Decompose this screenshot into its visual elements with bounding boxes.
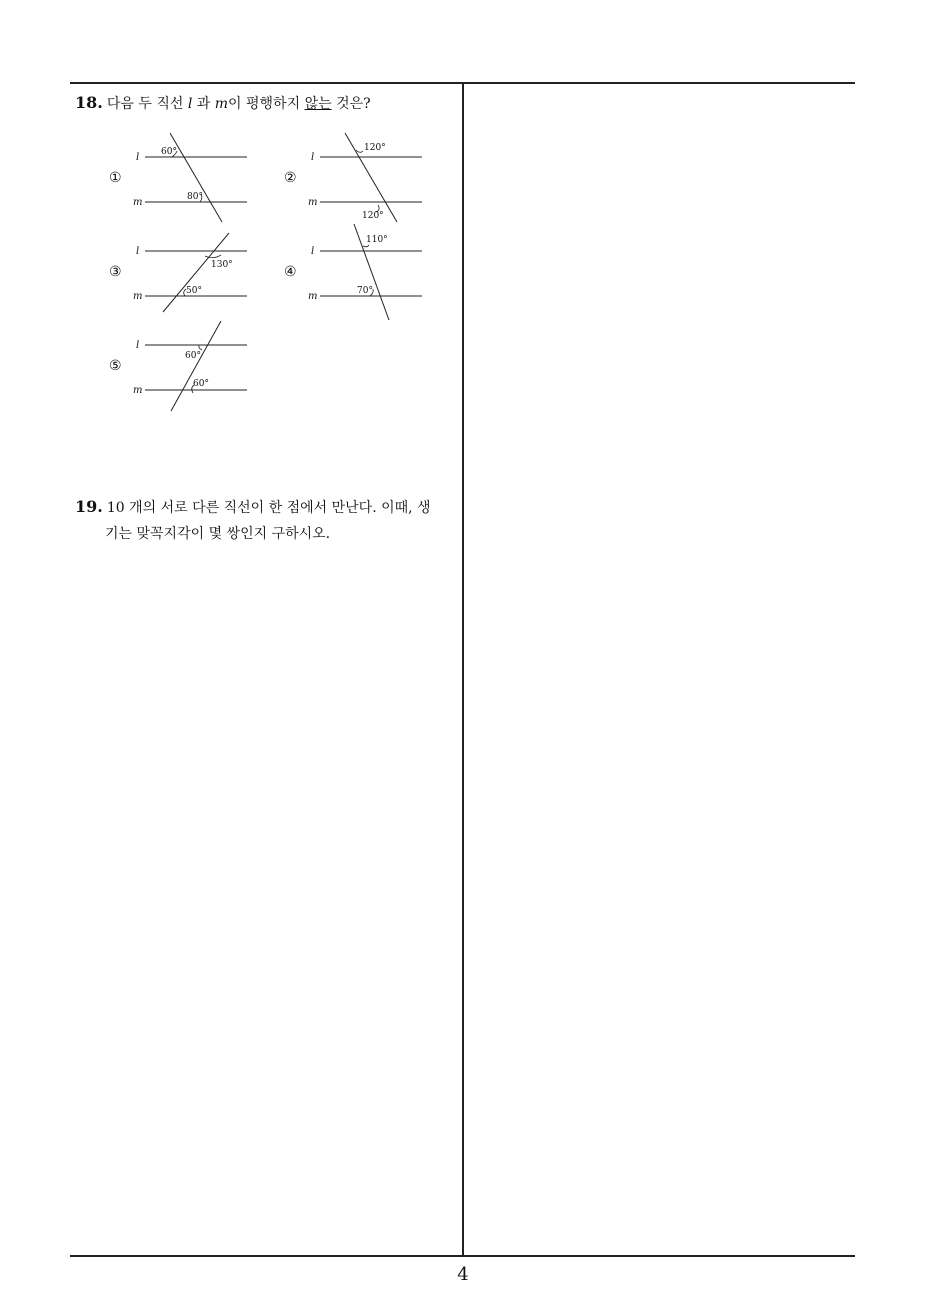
choice-4-figure [280,224,430,319]
transversal [170,133,222,222]
line-l-label: l [311,246,315,257]
choice-3-figure [105,224,255,319]
question-text-line-2: 기는 맞꼭지각이 몇 쌍인지 구하시오. [105,526,331,542]
choice-marker: ① [109,170,122,186]
underlined-keyword: 않는 [304,96,332,112]
angle-arc [356,150,363,152]
line-m-label: m [133,385,143,396]
line-m-label: m [308,291,318,302]
choice-2-figure [280,130,430,225]
transversal [171,321,221,411]
question-number: 18. [75,93,103,112]
column-divider [462,82,464,1257]
page-number: 4 [457,1264,469,1285]
angle-arc [205,255,221,258]
angle-label-top: 130° [211,260,233,270]
choice-5-figure [105,318,255,413]
question-number: 19. [75,497,103,516]
line-l-label: l [311,152,315,163]
angle-arc [363,245,369,247]
transversal [163,233,229,312]
line-l-label: l [136,340,140,351]
angle-label-bottom: 50° [186,286,202,296]
angle-label-top: 110° [366,235,388,245]
choice-1-figure [105,130,255,225]
question-19 [75,494,460,547]
line-m-label: m [133,291,143,302]
line-l-label: l [136,152,140,163]
line-l-label: l [136,246,140,257]
question-18 [75,90,460,117]
line-m-label: m [308,197,318,208]
choice-marker: ④ [284,264,297,280]
angle-label-top: 120° [364,143,386,153]
angle-label-top: 60° [161,147,177,157]
angle-label-bottom: 80° [187,192,203,202]
choice-marker: ⑤ [109,358,122,374]
angle-arc [199,345,202,350]
angle-label-bottom: 120° [362,211,384,221]
angle-label-bottom: 70° [357,286,373,296]
bottom-rule [70,1255,855,1257]
choice-marker: ② [284,170,297,186]
question-text-line-1: 10 개의 서로 다른 직선이 한 점에서 만난다. 이때, 생 [106,500,431,516]
angle-label-bottom: 60° [193,379,209,389]
question-text: 다음 두 직선 l 과 m이 평행하지 않는 것은? [106,96,371,112]
choice-marker: ③ [109,264,122,280]
line-m-label: m [133,197,143,208]
angle-label-top: 60° [185,351,201,361]
